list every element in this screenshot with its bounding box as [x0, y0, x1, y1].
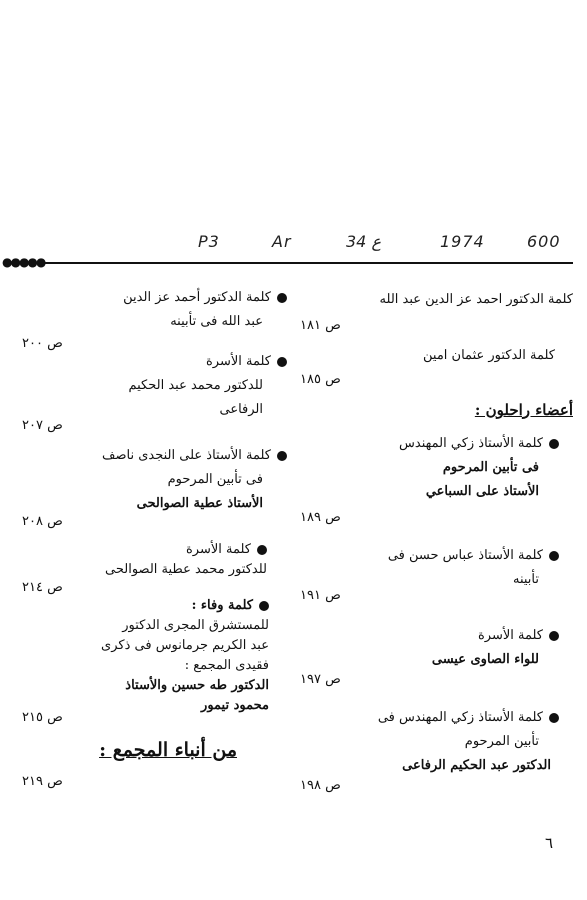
toc-entry — [17, 596, 269, 716]
entry-text: كلمة الأستاذ على النجدى ناصف — [102, 448, 271, 463]
entry-text: الدكتور طه حسين والأستاذ — [125, 678, 269, 693]
entry-text: محمود تيمور — [201, 698, 269, 713]
bullet-icon — [549, 713, 559, 723]
page-ref: ص ١٨٥ — [300, 372, 341, 387]
page-ref: ص ٢٠٧ — [22, 418, 63, 433]
entry-text: فى تأبين المرحوم — [442, 460, 539, 475]
toc-entry — [309, 624, 559, 672]
entry-text: كلمة الأستاذ زكي المهندس فى — [377, 710, 543, 725]
entry-text: فى تأبين المرحوم — [167, 472, 263, 487]
page-number: ٦ — [545, 834, 554, 852]
entry-text: كلمة الأستاذ زكي المهندس — [399, 436, 543, 451]
entry-text: تأبينه — [512, 572, 539, 587]
bullet-icon — [277, 357, 287, 367]
entry-text: الأستاذ عطية الصوالحى — [136, 496, 263, 511]
page-ref: ص ٢١٥ — [22, 710, 63, 725]
entry-text: للدكتور محمد عبد الحكيم — [128, 378, 263, 393]
bullet-icon — [549, 631, 559, 641]
entry-text: كلمة وفاء : — [191, 598, 253, 613]
page-ref: ص ١٨١ — [300, 318, 341, 333]
section-heading: من أنباء المجمع : — [99, 739, 237, 761]
bullet-icon — [259, 601, 269, 611]
section-heading: أعضاء راحلون : — [474, 401, 573, 419]
page-ref: ص ١٩١ — [300, 588, 341, 603]
toc-entry — [17, 350, 287, 422]
page-ref: ص ٢١٤ — [22, 580, 63, 595]
entry-text: كلمة الأسرة — [205, 354, 271, 369]
toc-entry — [309, 432, 559, 504]
toc-entry — [17, 540, 267, 580]
bullet-icon — [549, 551, 559, 561]
bullet-icon — [277, 451, 287, 461]
bullet-icon — [257, 545, 267, 555]
entry-text: كلمة الدكتور احمد عز الدين عبد الله — [379, 292, 573, 307]
entry-text: فقيدى المجمع : — [184, 658, 269, 673]
page-ref: ص ٢٠٨ — [22, 514, 63, 529]
toc-entry — [17, 286, 287, 334]
handwritten-note-1: P3 — [198, 232, 220, 251]
handwritten-note-2: Ar — [272, 232, 292, 251]
entry-text: الدكتور عبد الحكيم الرفاعى — [402, 758, 551, 773]
toc-entry — [17, 444, 287, 516]
header-rule — [28, 262, 573, 264]
bullet-icon — [549, 439, 559, 449]
entry-text: الأستاذ على السباعي — [425, 484, 539, 499]
decorative-dots: ●●●●● — [2, 255, 45, 269]
entry-text: كلمة الدكتور عثمان امين — [423, 348, 555, 363]
entry-text: الرفاعى — [219, 402, 263, 417]
toc-entry — [309, 544, 559, 592]
page-ref: ص ١٩٨ — [300, 778, 341, 793]
entry-text: كلمة الدكتور أحمد عز الدين — [123, 290, 271, 305]
handwritten-note-3: 34 ع — [346, 232, 381, 251]
entry-text: تأبين المرحوم — [464, 734, 539, 749]
toc-entry — [309, 706, 559, 778]
entry-text: كلمة الأستاذ عباس حسن فى — [387, 548, 543, 563]
page-ref: ص ١٨٩ — [300, 510, 341, 525]
entry-text: عبد الله فى تأبينه — [170, 314, 263, 329]
entry-text: كلمة الأسرة — [477, 628, 543, 643]
page-ref: ص ٢١٩ — [22, 774, 63, 789]
page-ref: ص ٢٠٠ — [22, 336, 63, 351]
entry-text: كلمة الأسرة — [185, 542, 251, 557]
handwritten-note-4: 1974 — [440, 232, 485, 251]
entry-text: عبد الكريم جرمانوس فى ذكرى — [101, 638, 269, 653]
entry-text: للواء الصاوى عيسى — [431, 652, 539, 667]
toc-entry — [303, 288, 573, 312]
entry-text: للدكتور محمد عطية الصوالحى — [105, 562, 267, 577]
page-ref: ص ١٩٧ — [300, 672, 341, 687]
toc-entry — [305, 344, 555, 368]
handwritten-note-5: 600 — [527, 232, 561, 251]
entry-text: للمستشرق المجرى الدكتور — [122, 618, 269, 633]
bullet-icon — [277, 293, 287, 303]
